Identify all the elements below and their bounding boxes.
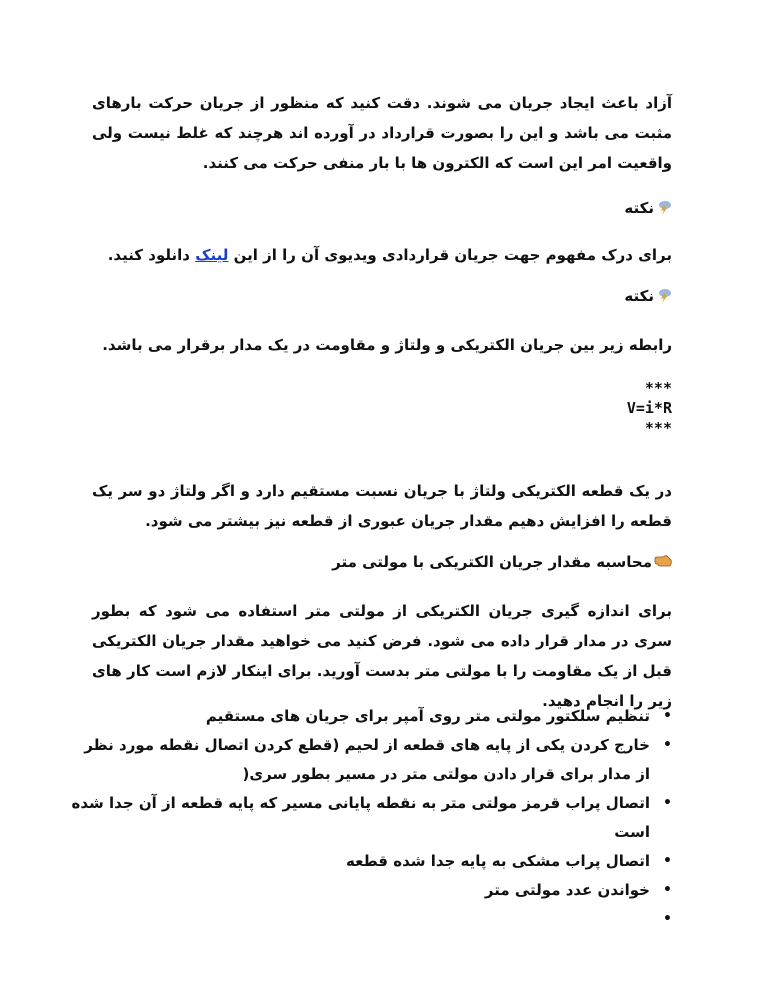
list-item: • خارج کردن یکی از پایه های قطعه از لحیم (قطع کردن اتصال نقطه مورد نظر از مدار برای قرار دادن مولتی متر در مسیر بطور سری( — [70, 731, 650, 789]
video-download-link[interactable]: لینک — [195, 246, 229, 264]
measure-intro-paragraph: برای اندازه گیری جریان الکتریکی از مولتی متر استفاده می شود که بطور سری در مدار قرار داده می شود. فرض کنید می خواهید مقدار جریان الکتریکی قبل از یک مقاومت را با مولتی متر بدست آورید. برای اینکار لازم است کار های زیر را انجام دهید. — [92, 602, 672, 710]
lightning-note-icon — [656, 287, 672, 306]
list-item: • تنظیم سلکتور مولتی متر روی آمپر برای جریان های مستقیم — [70, 702, 650, 731]
formula-line-2: V=i*R — [626, 399, 672, 417]
formula-line-1: *** — [644, 379, 672, 397]
list-item: • اتصال پراب قرمز مولتی متر به نقطه پایانی مسیر که پایه قطعه از آن جدا شده است — [70, 789, 650, 847]
note1-text-before: برای درک مفهوم جهت جریان قراردادی ویدیوی آن را از این — [228, 246, 672, 264]
pointing-hand-icon — [654, 554, 672, 571]
list-item: • اتصال پراب مشکی به پایه جدا شده قطعه — [70, 847, 650, 876]
note-heading-1 — [92, 196, 672, 220]
note-heading-2 — [92, 284, 672, 308]
intro-paragraph: آزاد باعث ایجاد جریان می شوند. دقت کنید که منظور از جریان حرکت بارهای مثبت می باشد و این را بصورت قرارداد در آورده اند هرچند که غلط نیست ولی واقعیت امر این است که الکترون ها با بار منفی حرکت می کنند. — [92, 94, 672, 172]
measure-heading — [92, 550, 672, 574]
note2-paragraph: رابطه زیر بین جریان الکتریکی و ولتاژ و مقاومت در یک مدار برقرار می باشد. — [102, 336, 672, 354]
list-item — [70, 905, 650, 934]
note-heading-2-label: نکته — [624, 287, 654, 305]
measure-heading-label: محاسبه مقدار جریان الکتریکی با مولتی متر — [332, 553, 652, 571]
lightning-note-icon — [656, 199, 672, 218]
ohm-explanation-paragraph: در یک قطعه الکتریکی ولتاژ با جریان نسبت مستقیم دارد و اگر ولتاژ دو سر یک قطعه را افزایش دهیم مقدار جریان عبوری از قطعه نیز بیشتر می شود. — [92, 482, 672, 530]
note-heading-1-label: نکته — [624, 199, 654, 217]
formula-line-3: *** — [644, 419, 672, 437]
note1-text-after: دانلود کنید. — [107, 246, 196, 264]
note1-paragraph — [92, 240, 672, 270]
ohm-law-formula — [472, 378, 672, 438]
list-item: • خواندن عدد مولتی متر — [70, 876, 650, 905]
measurement-steps-list — [70, 702, 672, 934]
